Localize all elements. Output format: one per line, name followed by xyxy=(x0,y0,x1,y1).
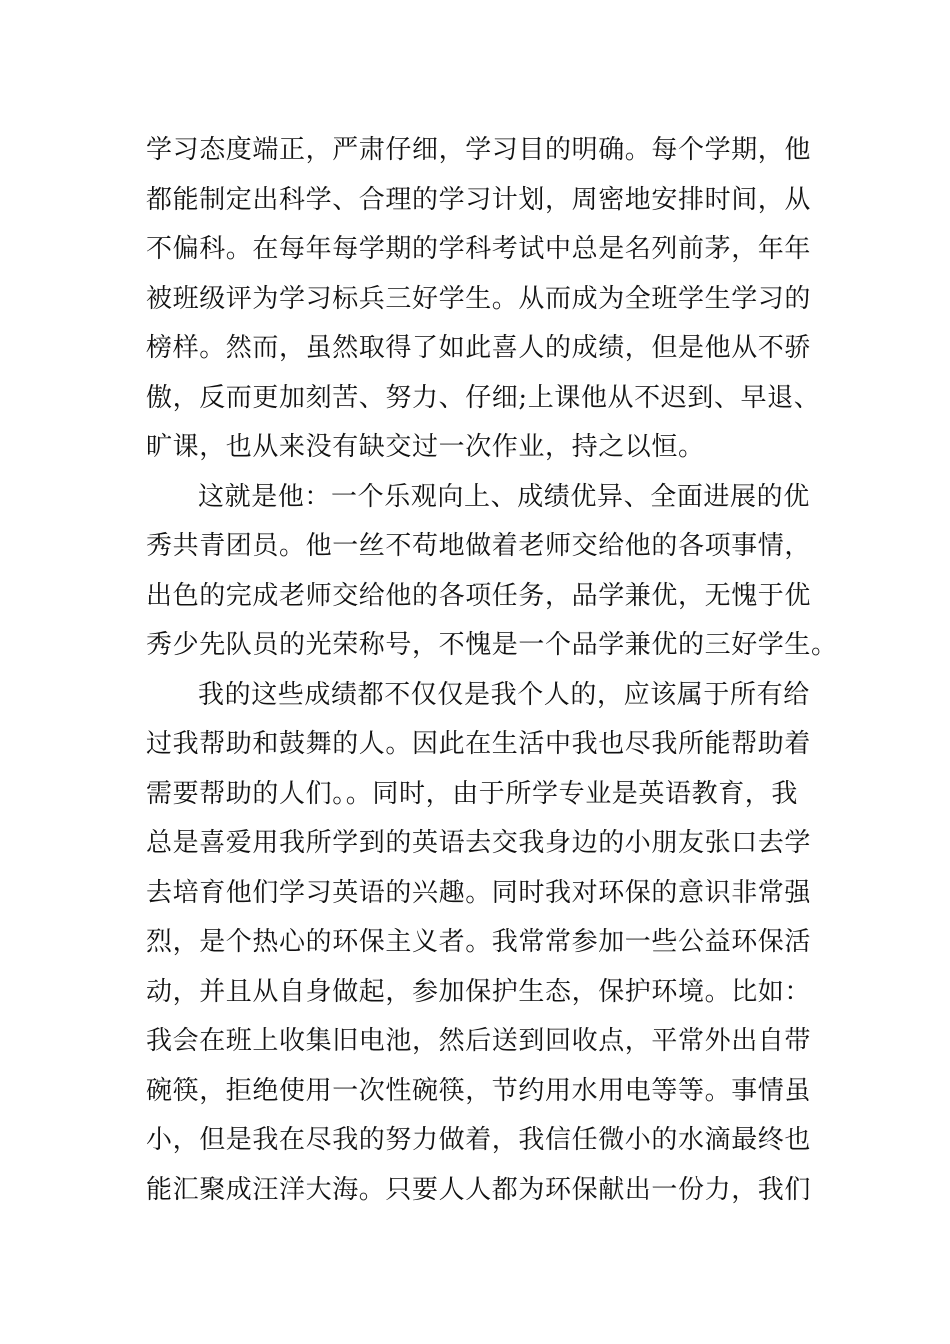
text-line: 秀共青团员。他一丝不苟地做着老师交给他的各项事情， xyxy=(146,531,812,561)
text-line: 都能制定出科学、合理的学习计划，周密地安排时间，从 xyxy=(146,184,812,215)
paragraph-start-line: 这就是他：一个乐观向上、成绩优异、全面进展的优 xyxy=(198,481,810,512)
text-line: 小，但是我在尽我的努力做着，我信任微小的水滴最终也 xyxy=(146,1125,812,1155)
text-line: 学习态度端正，严肃仔细，学习目的明确。每个学期，他 xyxy=(146,135,812,165)
text-line: 出色的完成老师交给他的各项任务，品学兼优，无愧于优 xyxy=(146,580,812,611)
text-line: 碗筷，拒绝使用一次性碗筷，节约用水用电等等。事情虽 xyxy=(146,1075,812,1106)
text-line: 动，并且从自身做起，参加保护生态，保护环境。比如： xyxy=(146,976,812,1007)
text-line: 榜样。然而，虽然取得了如此喜人的成绩，但是他从不骄 xyxy=(146,333,812,363)
text-line: 我会在班上收集旧电池，然后送到回收点，平常外出自带 xyxy=(146,1026,812,1056)
text-line: 能汇聚成汪洋大海。只要人人都为环保献出一份力，我们 xyxy=(146,1174,812,1205)
text-line: 被班级评为学习标兵三好学生。从而成为全班学生学习的 xyxy=(146,283,812,314)
text-line: 总是喜爱用我所学到的英语去交我身边的小朋友张口去学 xyxy=(146,828,812,858)
text-line: 烈，是个热心的环保主义者。我常常参加一些公益环保活 xyxy=(146,927,812,957)
text-line: 不偏科。在每年每学期的学科考试中总是名列前茅，年年 xyxy=(146,234,812,264)
text-line: 旷课，也从来没有缺交过一次作业，持之以恒。 xyxy=(146,432,705,462)
text-line: 去培育他们学习英语的兴趣。同时我对环保的意识非常强 xyxy=(146,877,812,908)
body-text xyxy=(146,126,838,1215)
text-line: 秀少先队员的光荣称号，不愧是一个品学兼优的三好学生。 xyxy=(146,630,838,660)
text-line: 过我帮助和鼓舞的人。因此在生活中我也尽我所能帮助着 xyxy=(146,729,812,759)
paragraph-start-line: 我的这些成绩都不仅仅是我个人的，应该属于所有给 xyxy=(198,679,810,710)
text-line: 傲，反而更加刻苦、努力、仔细;上课他从不迟到、早退、 xyxy=(146,382,821,413)
text-line: 需要帮助的人们。。同时，由于所学专业是英语教育，我 xyxy=(146,778,799,809)
